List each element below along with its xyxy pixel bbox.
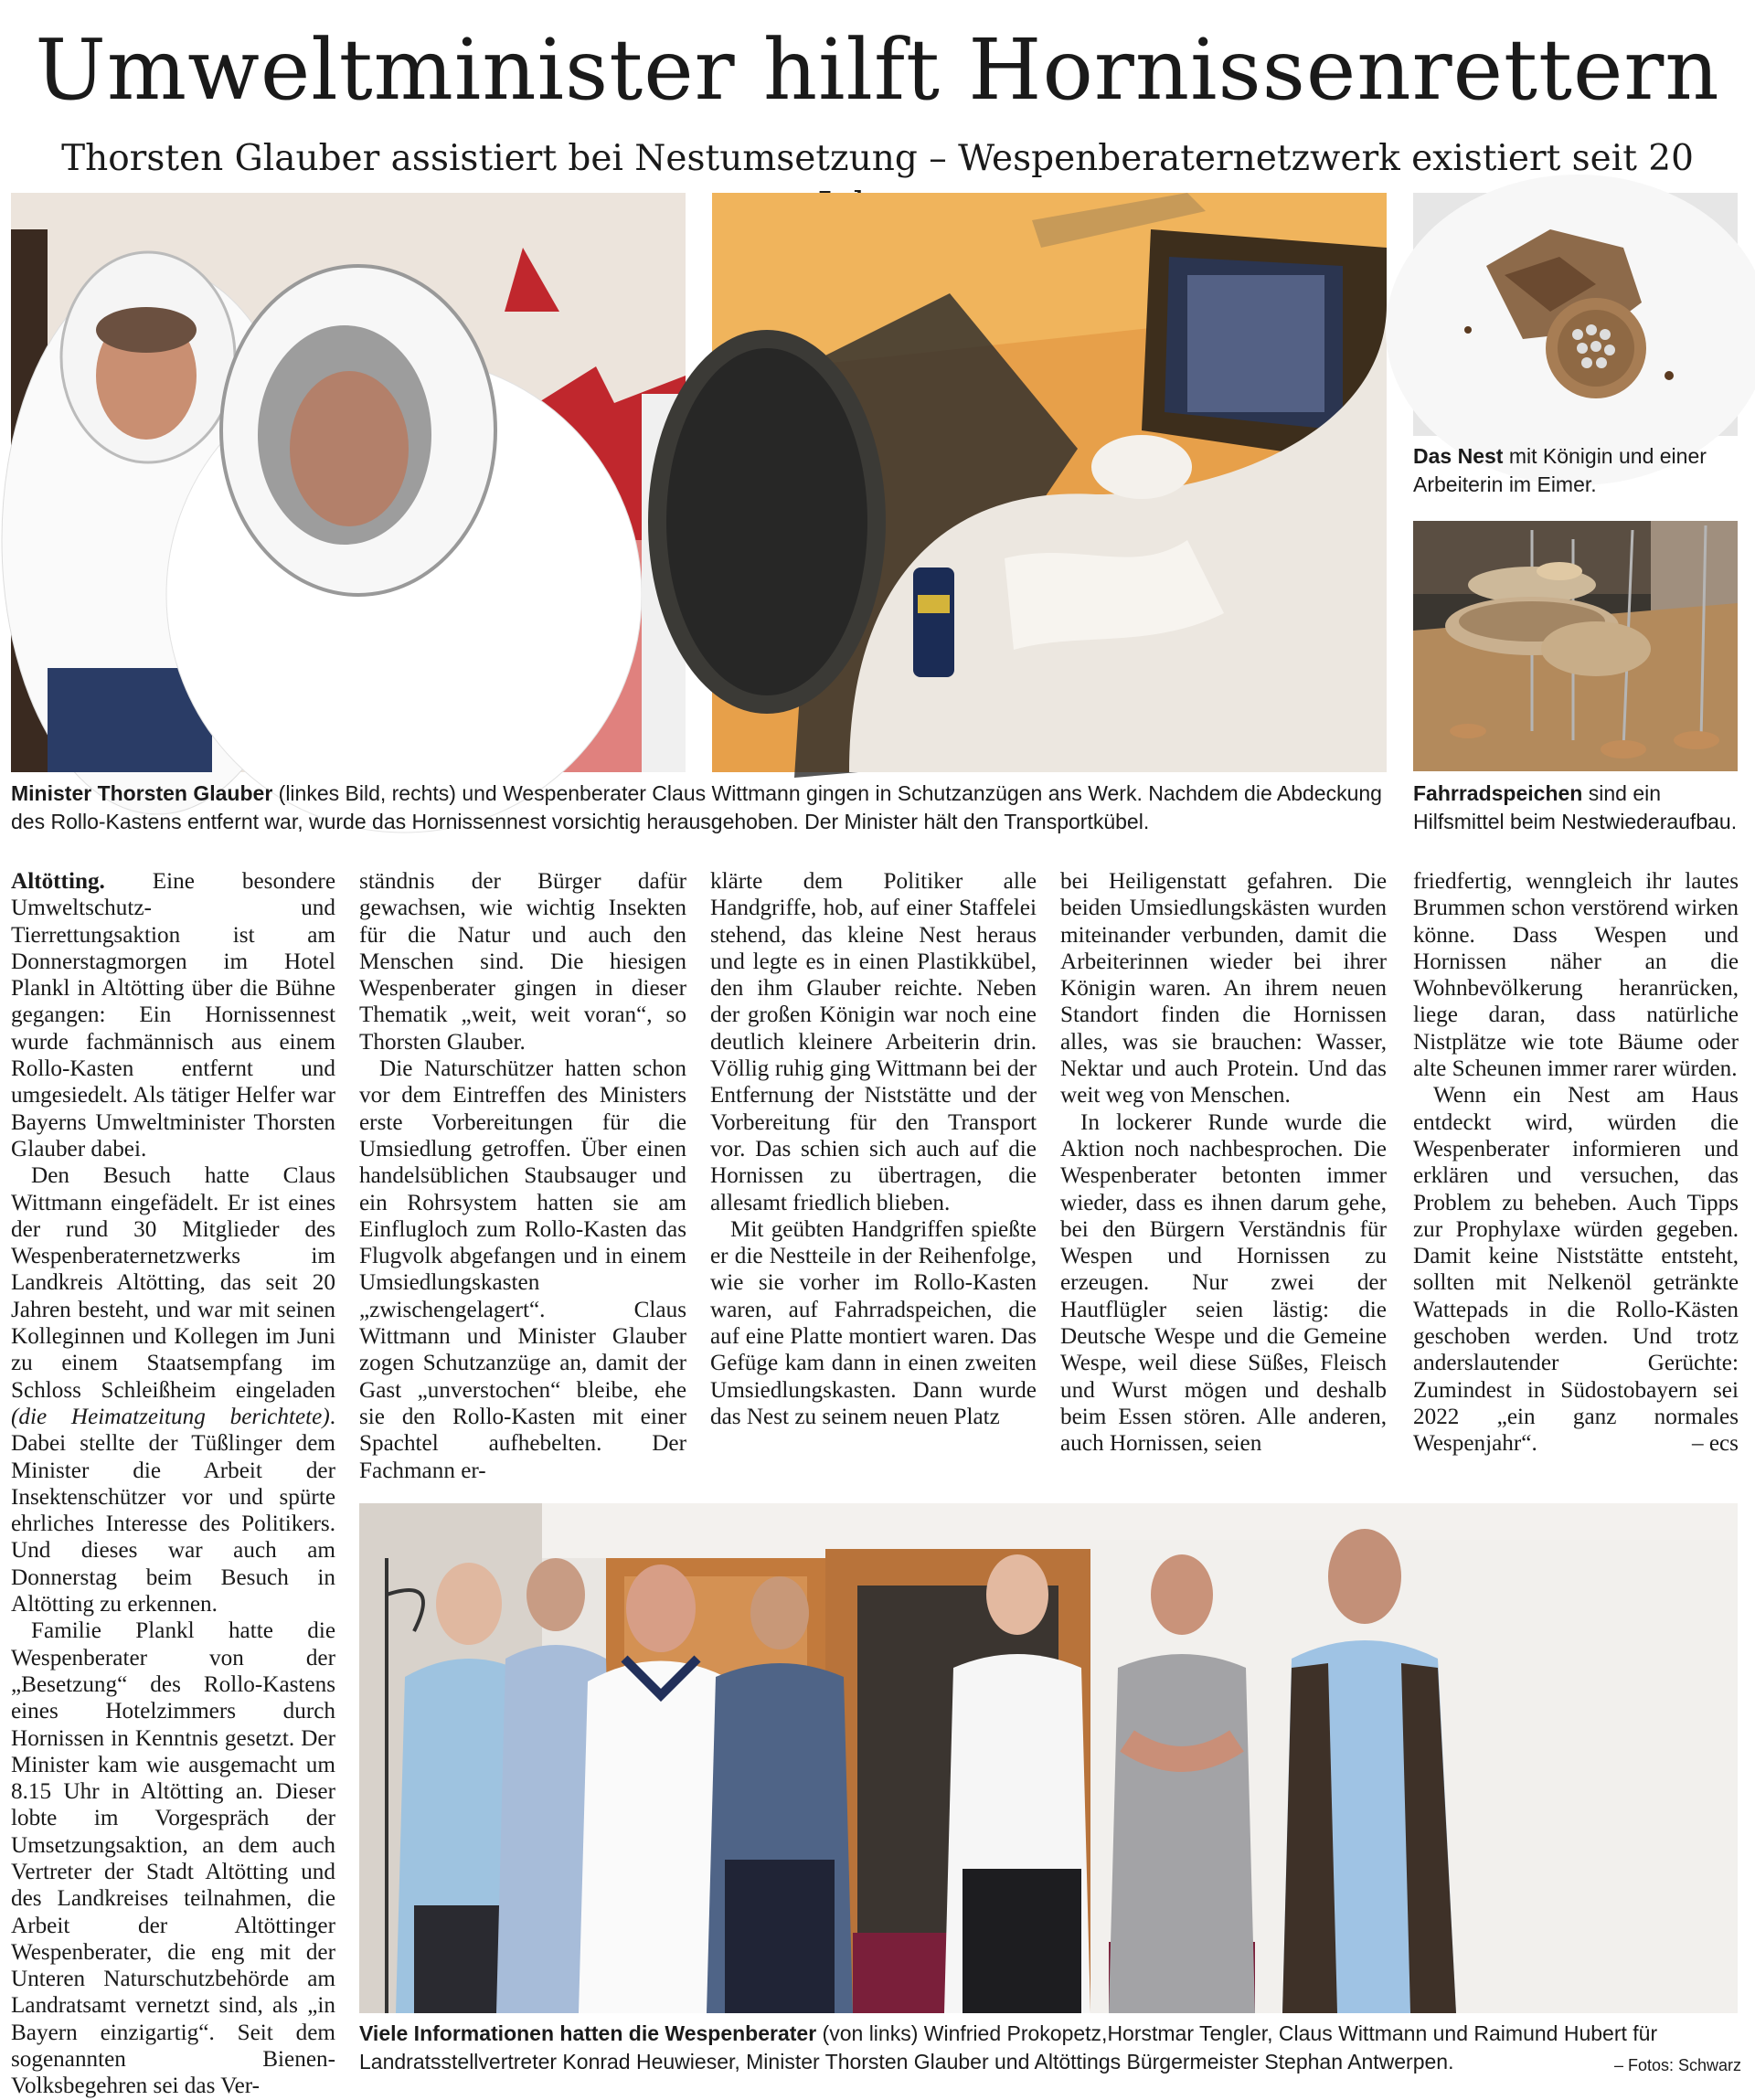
article-column-3 bbox=[710, 868, 1037, 1480]
paragraph: In lockerer Runde wurde die Aktion noch nachbesprochen. Die Wespenberater betonten immer wieder, dass es ihnen darum gehe, bei den Bürgern Verständnis für Wespen und Hornissen zu erzeugen. Nur zwei der Hautflügler seien lästig: die Deutsche Wespe und die Gemeine Wespe, weil diese Süßes, Fleisch und Wurst mögen und deshalb beim Essen stören. Alle anderen, auch Hornissen, seien bbox=[1060, 1109, 1387, 1457]
paragraph bbox=[11, 1162, 335, 1617]
paragraph: bei Heiligenstatt gefahren. Die beiden Umsiedlungskästen wurden miteinander verbunden, damit die Arbeiterinnen wieder bei ihrer Königin waren. An ihrem neuen Standort finden die Hornissen alles, was sie brauchen: Wasser, Nektar und auch Protein. Und das weit weg von Menschen. bbox=[1060, 869, 1387, 1108]
paragraph: Familie Plankl hatte die Wespenberater von der „Besetzung“ des Rollo-Kastens eines Hotelzimmers durch Hornissen in Kenntnis gesetzt. Der Minister kam wie ausgemacht um 8.15 Uhr in Altötting an. Dieser lobte im Vorgespräch der Umsetzungsaktion, an dem auch Vertreter der Stadt Altötting und des Landkreises teilnahmen, die Arbeit der Altöttinger Wespenberater, die eng mit der Unteren Naturschutzbehörde am Landratsamt vernetzt sind, als „in Bayern einzigartig“. Seit dem sogenannten Bienen-Volksbegehren sei das Ver- bbox=[11, 1618, 335, 2099]
photo-group bbox=[359, 1503, 1738, 2013]
caption-spokes-text: sind ein Hilfsmittel beim Nestwiederaufbau. bbox=[1413, 781, 1738, 833]
caption-main-lead: Minister Thorsten Glauber bbox=[11, 781, 273, 805]
photo-credit: – Fotos: Schwarz bbox=[1613, 2056, 1741, 2074]
caption-nest-text: mit Königin und einer Arbeiterin im Eimer. bbox=[1413, 444, 1707, 496]
photo-minister-suits bbox=[11, 193, 686, 772]
paragraph: friedfertig, wenngleich ihr lautes Brummen schon verstörend wirken könne. Dass Wespen und Hornissen näher an die Wohnbevölkerung heranrücken, liege daran, dass natürliche Nistplätze wie tote Bäume oder alte Scheunen immer rarer würden. bbox=[1413, 869, 1739, 1082]
paragraph-text: . Dabei stellte der Tüßlinger dem Minister die Arbeit der Insektenschützer vor und spürte ehrliches Interesse des Politikers. Und dieses war auch am Donnerstag beim Besuch in Altötting zu erkennen. bbox=[11, 1404, 335, 1617]
caption-spokes bbox=[1413, 780, 1742, 836]
paragraph: Mit geübten Handgriffen spießte er die Nestteile in der Reihenfolge, wie sie vorher im Rollo-Kasten waren, auf Fahrradspeichen, die auf eine Platte montiert waren. Das Gefüge kam dann in einen zweiten Umsiedlungskasten. Dann wurde das Nest zu seinem neuen Platz bbox=[710, 1216, 1037, 1429]
paragraph: ständnis der Bürger dafür gewachsen, wie wichtig Insekten für die Natur und auch den Menschen sind. Die hiesigen Wespenberater gingen in dieser Thematik „weit, weit voran“, so Thorsten Glauber. bbox=[359, 869, 686, 1055]
paragraph bbox=[1413, 1082, 1739, 1457]
dateline: Altötting. bbox=[11, 869, 105, 894]
caption-spokes-lead: Fahrradspeichen bbox=[1413, 781, 1583, 805]
caption-group-text: (von links) Winfried Prokopetz,Horstmar Tengler, Claus Wittmann und Raimund Hubert für Landratsstellvertreter Konrad Heuwieser, Minister Thorsten Glauber und Altöttings Bürgermeister Stephan Antwerpen. bbox=[359, 2021, 1658, 2073]
caption-group bbox=[359, 2020, 1738, 2076]
paragraph-text: Den Besuch hatte Claus Wittmann eingefädelt. Er ist eines der rund 30 Mitglieder des Wespenberaternetzwerks im Landkreis Altötting, das seit 20 Jahren besteht, und war mit seinen Kolleginnen und Kollegen im Juni zu einem Staatsempfang im Schloss Schleißheim eingeladen bbox=[11, 1163, 335, 1403]
author-signature: – ecs bbox=[1691, 1431, 1739, 1457]
caption-nest bbox=[1413, 442, 1742, 499]
caption-group-lead: Viele Informationen hatten die Wespenberater bbox=[359, 2021, 817, 2045]
caption-nest-lead: Das Nest bbox=[1413, 444, 1504, 468]
paragraph: Die Naturschützer hatten schon vor dem Eintreffen des Ministers erste Vorbereitungen für die Umsiedlung getroffen. Über einen handelsüblichen Staubsauger und ein Rohrsystem hatten sie am Einflugloch zum Rollo-Kasten das Flugvolk abgefangen und in einem Umsiedlungskasten „zwischengelagert“. Claus Wittmann und Minister Glauber zogen Schutzanzüge an, damit der Gast „unverstochen“ bleibe, ehe sie den Rollo-Kasten mit einer Spachtel aufhebelten. Der Fachmann er- bbox=[359, 1056, 686, 1483]
article-column-5 bbox=[1413, 868, 1739, 1480]
subheadline: Thorsten Glauber assistiert bei Nestumsetzung – Wespenberaternetzwerk existiert seit 20 bbox=[61, 138, 1694, 179]
photo-nest-bucket bbox=[1413, 193, 1738, 436]
article-column-2 bbox=[359, 868, 686, 1483]
headline: Umweltminister hilft Hornissenrettern bbox=[35, 21, 1720, 119]
paragraph-text: Eine besondere Umweltschutz- und Tierrettungsaktion ist am Donnerstagmorgen im Hotel Plankl in Altötting über die Bühne gegangen: Ein Hornissennest wurde fachmännisch aus einem Rollo-Kasten entfernt und umgesiedelt. Als tätiger Helfer war Bayerns Umweltminister Thorsten Glauber dabei. bbox=[11, 869, 335, 1161]
caption-main-text: (linkes Bild, rechts) und Wespenberater Claus Wittmann gingen in Schutzanzügen ans Werk. Nachdem die Abdeckung des Rollo-Kastens entfernt war, wurde das Hornissennest vorsichtig herausgehoben. Der Minister hält den Transportkübel. bbox=[11, 781, 1382, 833]
paragraph bbox=[11, 868, 335, 1162]
caption-main bbox=[11, 780, 1387, 836]
article-column-1 bbox=[11, 868, 335, 2099]
paragraph: klärte dem Politiker alle Handgriffe, hob, auf einer Staffelei stehend, das kleine Nest heraus und legte es in einen Plastikkübel, den ihm Glauber reichte. Neben der großen Königin war noch eine deutlich kleinere Arbeiterin drin. Völlig ruhig ging Wittmann bei der Entfernung der Niststätte und der Vorbereitung für den Transport vor. Das schien sich auch auf die Hornissen zu übertragen, die allesamt friedlich blieben. bbox=[710, 869, 1037, 1215]
paragraph-text: Wenn ein Nest am Haus entdeckt wird, würden die Wespenberater informieren und erklären und versuchen, das Problem zu beheben. Auch Tipps zur Prophylaxe würden gegeben. Damit keine Niststätte entsteht, sollten mit Nelkenöl getränkte Wattepads in die Rollo-Kästen geschoben werden. Und trotz anderslautender Gerüchte: Zumindest in Südostobayern sei 2022 „ein ganz normales Wespenjahr“. bbox=[1413, 1083, 1739, 1457]
article-column-4 bbox=[1060, 868, 1387, 1480]
photo-nest-removal bbox=[712, 193, 1387, 772]
photo-bicycle-spokes bbox=[1413, 521, 1738, 771]
reference-note: (die Heimatzeitung berichtete) bbox=[11, 1404, 330, 1429]
